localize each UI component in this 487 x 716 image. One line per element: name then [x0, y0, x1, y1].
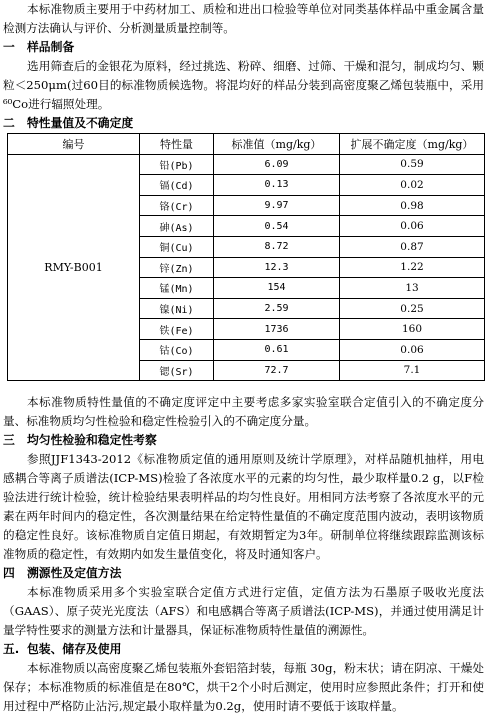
value-cell: 0.54	[214, 216, 340, 237]
value-cell: 8.72	[214, 236, 340, 257]
value-cell: 1736	[214, 319, 340, 340]
section-title: 样品制备	[27, 40, 75, 54]
uncertainty-cell: 13	[340, 278, 485, 299]
section-heading-traceability	[3, 564, 484, 583]
uncertainty-cell: 160	[340, 319, 485, 340]
section-heading-packaging-storage	[3, 640, 484, 659]
property-cell: 铁(Fe)	[140, 319, 214, 340]
spacer	[3, 383, 484, 393]
property-cell: 钴(Co)	[140, 339, 214, 360]
section-number: 三	[3, 433, 15, 448]
section-number: 一	[3, 40, 15, 54]
value-cell: 0.61	[214, 339, 340, 360]
column-header-code: 编号	[8, 134, 140, 155]
property-cell: 锰(Mn)	[140, 278, 214, 299]
property-cell: 铅(Pb)	[140, 154, 214, 175]
uncertainty-cell: 0.06	[340, 339, 485, 360]
column-header-standard-value: 标准值（mg/kg）	[214, 134, 340, 155]
property-values-table	[7, 133, 485, 381]
traceability-paragraph: 本标准物质采用多个实验室联合定值方式进行定值，定值方法为石墨原子吸收光度法（GAAS）、原子荧光光度法（AFS）和电感耦合等离子质谱法(ICP-MS)，并通过使用满足计量学特性要求的测量方法和计量器具，保证标准物质特性量值的溯源性。	[3, 585, 484, 638]
column-header-property: 特性量	[140, 134, 214, 155]
uncertainty-cell: 7.1	[340, 360, 485, 381]
value-cell: 0.13	[214, 175, 340, 196]
property-cell: 锌(Zn)	[140, 257, 214, 278]
section-number: 二	[3, 116, 15, 130]
value-cell: 6.09	[214, 154, 340, 175]
uncertainty-cell: 1.22	[340, 257, 485, 278]
property-cell: 铜(Cu)	[140, 236, 214, 257]
section-title: 特性量值及不确定度	[27, 116, 134, 130]
sample-code-cell: RMY-B001	[8, 154, 140, 381]
table-header-row	[8, 134, 485, 155]
value-cell: 9.97	[214, 195, 340, 216]
intro-paragraph: 本标准物质主要用于中药材加工、质检和进出口检验等单位对同类基体样品中重金属含量检测方法确认与评价、分析测量质量控制等。	[3, 2, 484, 35]
homogeneity-stability-paragraph: 参照JJF1343-2012《标准物质定值的通用原则及统计学原理》，对样品随机抽样，用电感耦合等离子质谱法(ICP-MS)检验了各浓度水平的元素的均匀性，最少取样量0.2 g，以F检验法进行统计检验，统计检验结果表明样品的均匀性良好。用相同方法考察了各浓度水平的元素在两年时间内的稳定性，各次测量结果在给定特性量值的不确定度范围内波动，表明该物质的稳定性良好。该标准物质自定值日期起，有效期暂定为3年。研制单位将继续跟踪监测该标准物质的稳定性，有效期内如发生量值变化，将及时通知客户。	[3, 452, 484, 562]
section-number: 五.	[3, 642, 20, 657]
table-row	[8, 154, 485, 175]
section-title: 均匀性检验和稳定性考察	[27, 433, 157, 448]
uncertainty-note-paragraph: 本标准物质特性量值的不确定度评定中主要考虑多家实验室联合定值引入的不确定度分量、标准物质均匀性检验和稳定性检验引入的不确定度分量。	[3, 395, 484, 429]
value-cell: 12.3	[214, 257, 340, 278]
section-number: 四	[3, 566, 15, 581]
section-heading-sample-prep	[3, 38, 484, 57]
sample-prep-paragraph: 选用筛查后的金银花为原料，经过挑选、粉碎、细磨、过筛、干燥和混匀，制成均匀、颗粒＜250μm(过60目的标准物质候选物。将混均好的样品分装到高密度聚乙烯包装瓶中，采用⁶⁰Co进行辐照处理。	[3, 59, 484, 111]
column-header-uncertainty: 扩展不确定度（mg/kg）	[340, 134, 485, 155]
uncertainty-cell: 0.98	[340, 195, 485, 216]
property-cell: 镉(Cd)	[140, 175, 214, 196]
value-cell: 154	[214, 278, 340, 299]
uncertainty-cell: 0.25	[340, 298, 485, 319]
section-heading-property-values	[3, 114, 484, 133]
section-title: 包装、储存及使用	[27, 642, 122, 657]
uncertainty-cell: 0.87	[340, 236, 485, 257]
property-cell: 砷(As)	[140, 216, 214, 237]
property-cell: 镍(Ni)	[140, 298, 214, 319]
uncertainty-cell: 0.59	[340, 154, 485, 175]
uncertainty-cell: 0.06	[340, 216, 485, 237]
property-cell: 锶(Sr)	[140, 360, 214, 381]
value-cell: 2.59	[214, 298, 340, 319]
uncertainty-cell: 0.02	[340, 175, 485, 196]
packaging-storage-paragraph: 本标准物质以高密度聚乙烯包装瓶外套铝箔封装，每瓶 30g，粉末状；请在阴凉、干燥处保存；本标准物质的标准值是在80℃，烘干2个小时后测定，使用时应参照此条件；打开和使用过程中严格防止沾污,规定最小取样量为0.2g，使用时请不要低于该取样量。	[3, 661, 484, 714]
property-cell: 铬(Cr)	[140, 195, 214, 216]
section-heading-homogeneity-stability	[3, 431, 484, 450]
value-cell: 72.7	[214, 360, 340, 381]
section-title: 溯源性及定值方法	[27, 566, 122, 581]
